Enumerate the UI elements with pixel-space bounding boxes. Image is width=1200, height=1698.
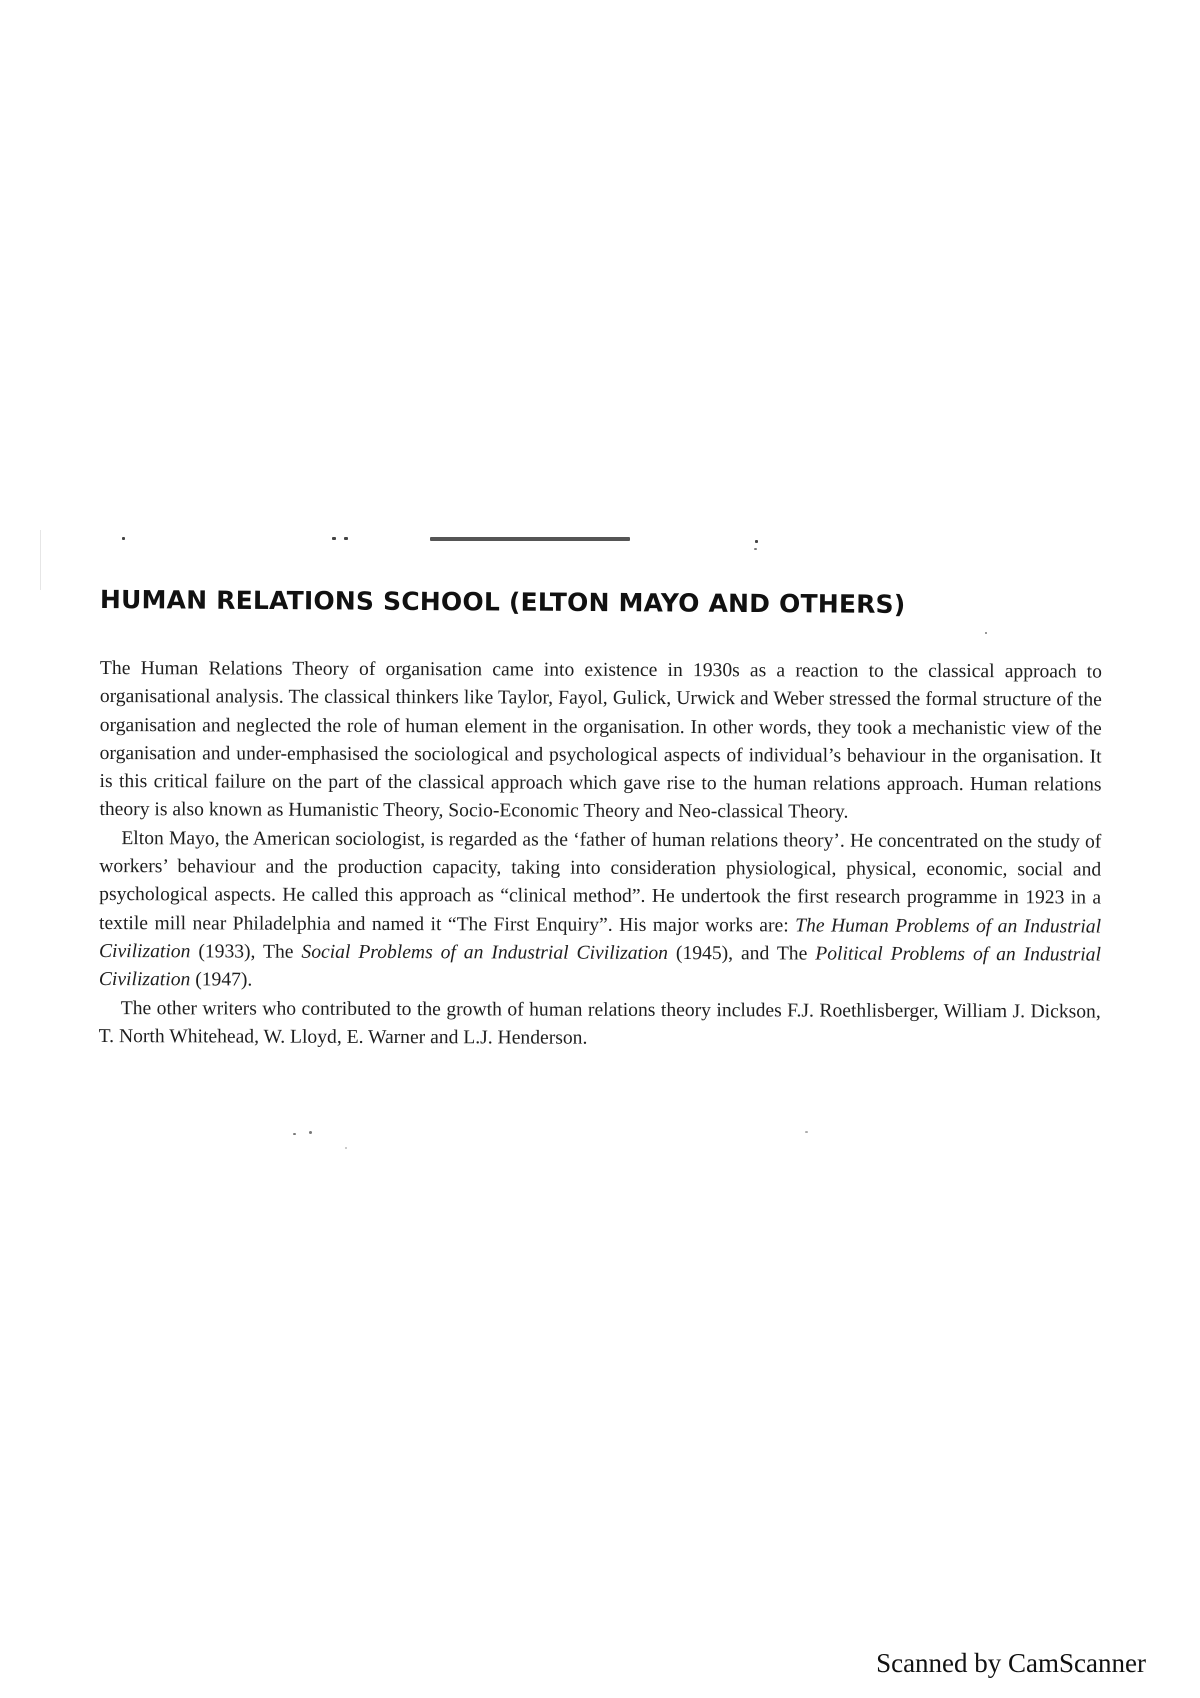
scan-speck (754, 548, 757, 550)
paragraph-intro: The Human Relations Theory of organisation came into existence in 1930s as a reaction to the classical approach to organisational analysis. The classical thinkers like Taylor, Fayol, Gulick, Urwick and Weber stressed the formal structure of the organisation and neglected the role of human element in the organisation. In other words, they took a mechanistic view of the organisation and under-emphasised the sociological and psychological aspects of individual’s behaviour in the organisation. It is this critical failure on the part of the classical approach which gave rise to the human relations approach. Human relations theory is also known as Humanistic Theory, Socio-Economic Theory and Neo-classical Theory. (99, 658, 1102, 824)
scan-speck (805, 1131, 808, 1133)
scan-speck (345, 1147, 347, 1149)
section-heading: HUMAN RELATIONS SCHOOL (ELTON MAYO AND OTHERS) (99, 585, 906, 619)
scan-speck (293, 1133, 296, 1135)
scan-edge-mark (40, 530, 41, 590)
scan-speck (309, 1131, 312, 1134)
scan-speck (985, 632, 987, 634)
paragraph-other-writers: The other writers who contributed to the growth of human relations theory includes F.J. Roethlisberger, William J. Dickson, T. North Whitehead, W. Lloyd, E. Warner and L.J. Henderson. (98, 997, 1101, 1049)
work-title: Political Problems of an Industrial Civilization (98, 943, 1101, 991)
body-text (99, 655, 1102, 1055)
paragraph-elton-mayo (99, 825, 1102, 998)
work-year: (1933), The (190, 941, 302, 963)
cutoff-previous-line (100, 530, 800, 546)
scanner-watermark: Scanned by CamScanner (876, 1648, 1146, 1678)
work-year: (1947). (190, 969, 253, 991)
work-year: (1945), and The (667, 942, 816, 965)
paragraph-text: Elton Mayo, the American sociologist, is regarded as the ‘father of human relations theory’. He concentrated on the study of workers’ behaviour and the production capacity, taking into consideration physiological, physical, economic, social and psychological aspects. He called this approach as “clinical method”. He undertook the first research programme in 1923 in a textile mill near Philadelphia and named it “The First Enquiry”. His major works are: (99, 827, 1102, 937)
work-title: The Human Problems of an Industrial Civilization (98, 915, 1102, 963)
work-title: Social Problems of an Industrial Civilization (301, 941, 669, 964)
